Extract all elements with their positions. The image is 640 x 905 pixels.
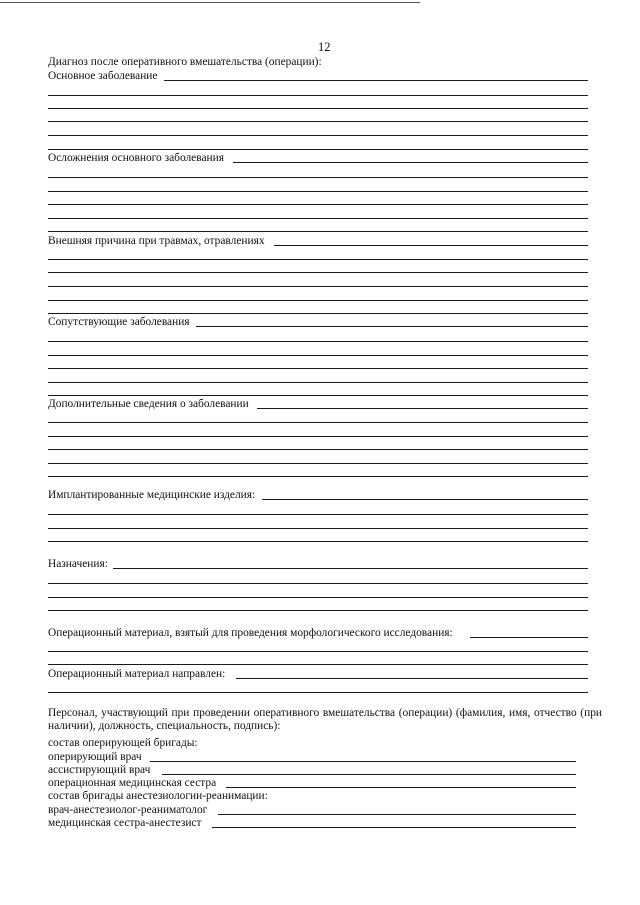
additional-info-field-line[interactable] — [48, 449, 588, 450]
diagnosis-heading: Диагноз после оперативного вмешательства (операции): — [48, 56, 322, 68]
main-disease-label: Основное заболевание — [48, 70, 158, 82]
complications-field-line[interactable] — [48, 231, 588, 232]
complications-field-line[interactable] — [48, 191, 588, 192]
main-disease-field-line[interactable] — [48, 95, 588, 96]
implants-field-line[interactable] — [48, 514, 588, 515]
material-sent-field-line[interactable] — [48, 692, 588, 693]
complications-field-line[interactable] — [48, 204, 588, 205]
anesthesia-nurse-field[interactable] — [212, 827, 576, 828]
scan-edge-line — [0, 2, 420, 3]
additional-info-field[interactable] — [257, 408, 588, 409]
prescriptions-field-line[interactable] — [48, 583, 588, 584]
assistant-field[interactable] — [162, 774, 576, 775]
surgical-material-field-line[interactable] — [48, 664, 588, 665]
prescriptions-field[interactable] — [113, 568, 588, 569]
comorbid-field-line[interactable] — [48, 368, 588, 369]
comorbid-field-line[interactable] — [48, 382, 588, 383]
page-number: 12 — [318, 40, 331, 54]
additional-info-field-line[interactable] — [48, 463, 588, 464]
surgical-material-field-line[interactable] — [48, 651, 588, 652]
anesthesia-nurse-label: медицинская сестра-анестезист — [48, 817, 202, 829]
main-disease-field-line[interactable] — [48, 135, 588, 136]
complications-field-line[interactable] — [48, 218, 588, 219]
implants-label: Имплантированные медицинские изделия: — [48, 489, 256, 501]
personnel-intro: Персонал, участвующий при проведении оперативного вмешательства (операции) (фамилия, имя, отчество (при наличии), должность, специальность, подпись): — [48, 707, 602, 732]
prescriptions-label: Назначения: — [48, 558, 108, 570]
assistant-label: ассистирующий врач — [48, 764, 151, 776]
main-disease-field-line[interactable] — [48, 121, 588, 122]
main-disease-field-line[interactable] — [48, 149, 588, 150]
anesthesiologist-field[interactable] — [218, 814, 576, 815]
implants-field-line[interactable] — [48, 528, 588, 529]
external-cause-label: Внешняя причина при травмах, отравлениях — [48, 235, 265, 247]
complications-field[interactable] — [233, 162, 588, 163]
material-sent-field[interactable] — [236, 678, 588, 679]
external-cause-field-line[interactable] — [48, 300, 588, 301]
external-cause-field-line[interactable] — [48, 272, 588, 273]
comorbid-field-line[interactable] — [48, 341, 588, 342]
external-cause-field[interactable] — [274, 245, 588, 246]
comorbid-label: Сопутствующие заболевания — [48, 316, 190, 328]
comorbid-field[interactable] — [196, 326, 588, 327]
external-cause-field-line[interactable] — [48, 313, 588, 314]
anesthesiologist-label: врач-анестезиолог-реаниматолог — [48, 804, 208, 816]
comorbid-field-line[interactable] — [48, 355, 588, 356]
nurse-field[interactable] — [226, 787, 576, 788]
additional-info-field-line[interactable] — [48, 422, 588, 423]
additional-info-field-line[interactable] — [48, 476, 588, 477]
surgical-material-field[interactable] — [470, 637, 588, 638]
operating-surgeon-label: оперирующий врач — [48, 751, 142, 763]
team-heading: состав оперирующей бригады: — [48, 737, 198, 749]
material-sent-label: Операционный материал направлен: — [48, 668, 226, 680]
complications-field-line[interactable] — [48, 177, 588, 178]
surgical-material-label: Операционный материал, взятый для проведения морфологического исследования: — [48, 627, 453, 639]
external-cause-field-line[interactable] — [48, 259, 588, 260]
complications-label: Осложнения основного заболевания — [48, 152, 224, 164]
implants-field[interactable] — [262, 499, 588, 500]
implants-field-line[interactable] — [48, 541, 588, 542]
main-disease-field[interactable] — [164, 80, 588, 81]
nurse-label: операционная медицинская сестра — [48, 777, 217, 789]
additional-info-field-line[interactable] — [48, 436, 588, 437]
comorbid-field-line[interactable] — [48, 395, 588, 396]
prescriptions-field-line[interactable] — [48, 597, 588, 598]
external-cause-field-line[interactable] — [48, 286, 588, 287]
operating-surgeon-field[interactable] — [150, 761, 576, 762]
anesthesia-heading: состав бригады анестезиологии-реанимации: — [48, 790, 268, 802]
main-disease-field-line[interactable] — [48, 108, 588, 109]
additional-info-label: Дополнительные сведения о заболевании — [48, 398, 249, 410]
prescriptions-field-line[interactable] — [48, 610, 588, 611]
